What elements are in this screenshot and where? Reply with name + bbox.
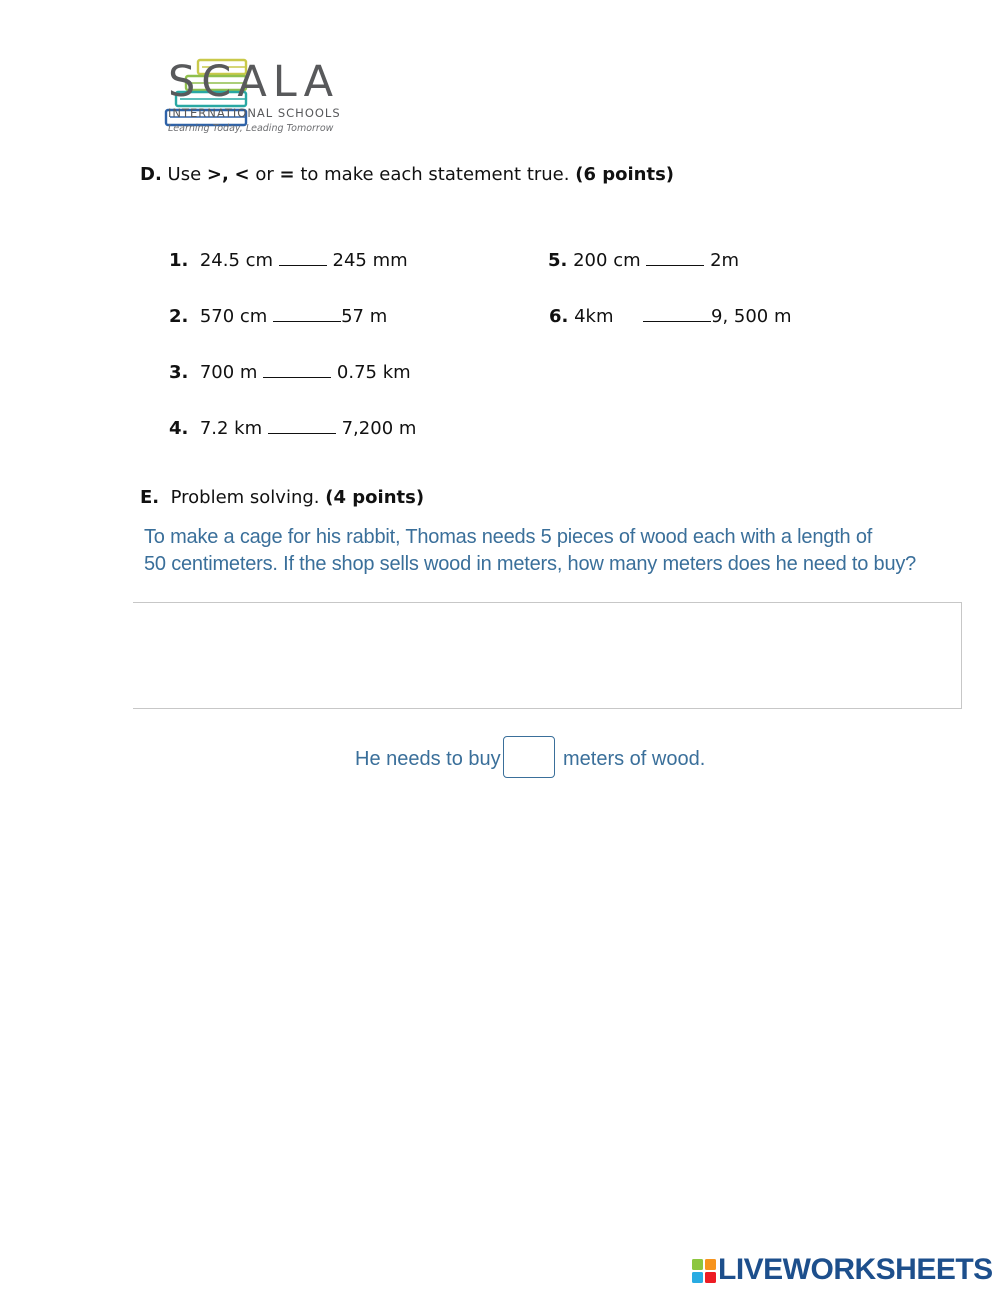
item-2-left: 570 cm [199,306,268,327]
section-e-points: (4 points) [325,487,425,508]
item-4-right: 7,200 m [341,418,417,439]
section-d-points: (6 points) [575,164,675,185]
item-5-left: 200 cm [573,250,641,271]
problem-line-1: To make a cage for his rabbit, Thomas needs 5 pieces of wood each with a length of [144,526,873,548]
section-d-heading [140,164,674,186]
item-3-right: 0.75 km [336,362,411,383]
section-e-heading [140,487,424,509]
item-4-left: 7.2 km [199,418,263,439]
item-3-number: 3. [169,362,189,383]
item-5-right: 2m [710,250,740,271]
symbol-gt: >, [206,164,229,185]
item-6-right: 9, 500 m [711,306,792,327]
logo-subtitle: INTERNATIONAL SCHOOLS [168,106,341,120]
item-1 [169,250,408,272]
item-4 [169,418,416,440]
item-5-blank[interactable] [646,250,704,266]
item-1-number: 1. [169,250,189,271]
logo-tagline: Learning Today, Leading Tomorrow [168,123,334,134]
symbol-lt: < [234,164,250,185]
item-6-number: 6. [549,306,569,327]
item-1-left: 24.5 cm [199,250,274,271]
item-5 [548,250,739,272]
word-use: Use [167,164,202,185]
item-1-right: 245 mm [332,250,408,271]
item-4-number: 4. [169,418,189,439]
section-d-letter: D. [140,164,162,185]
item-3-left: 700 m [199,362,258,383]
liveworksheets-logo-icon [692,1259,716,1283]
item-1-blank[interactable] [279,250,327,266]
work-area-textbox[interactable] [133,602,962,709]
item-2-blank[interactable] [273,306,341,322]
section-d-instruction: to make each statement true. [300,164,570,185]
item-2-right: 57 m [341,306,388,327]
item-2 [169,306,387,328]
item-6 [549,306,792,328]
answer-suffix: meters of wood. [563,748,706,770]
answer-prefix: He needs to buy [355,748,501,770]
liveworksheets-brand: LIVEWORKSHEETS [718,1253,993,1286]
item-4-blank[interactable] [268,418,336,434]
symbol-eq: = [279,164,295,185]
item-3-blank[interactable] [263,362,331,378]
item-3 [169,362,411,384]
problem-text [144,524,944,578]
item-5-number: 5. [548,250,568,271]
answer-input[interactable] [503,736,555,778]
item-6-left: 4km [574,306,614,327]
section-e-letter: E. [140,487,160,508]
item-6-blank[interactable] [643,306,711,322]
word-or: or [255,164,274,185]
item-2-number: 2. [169,306,189,327]
problem-line-2: 50 centimeters. If the shop sells wood in meters, how many meters does he need to buy? [144,553,917,575]
logo-name: SCALA [168,57,340,107]
section-e-title: Problem solving. [170,487,320,508]
